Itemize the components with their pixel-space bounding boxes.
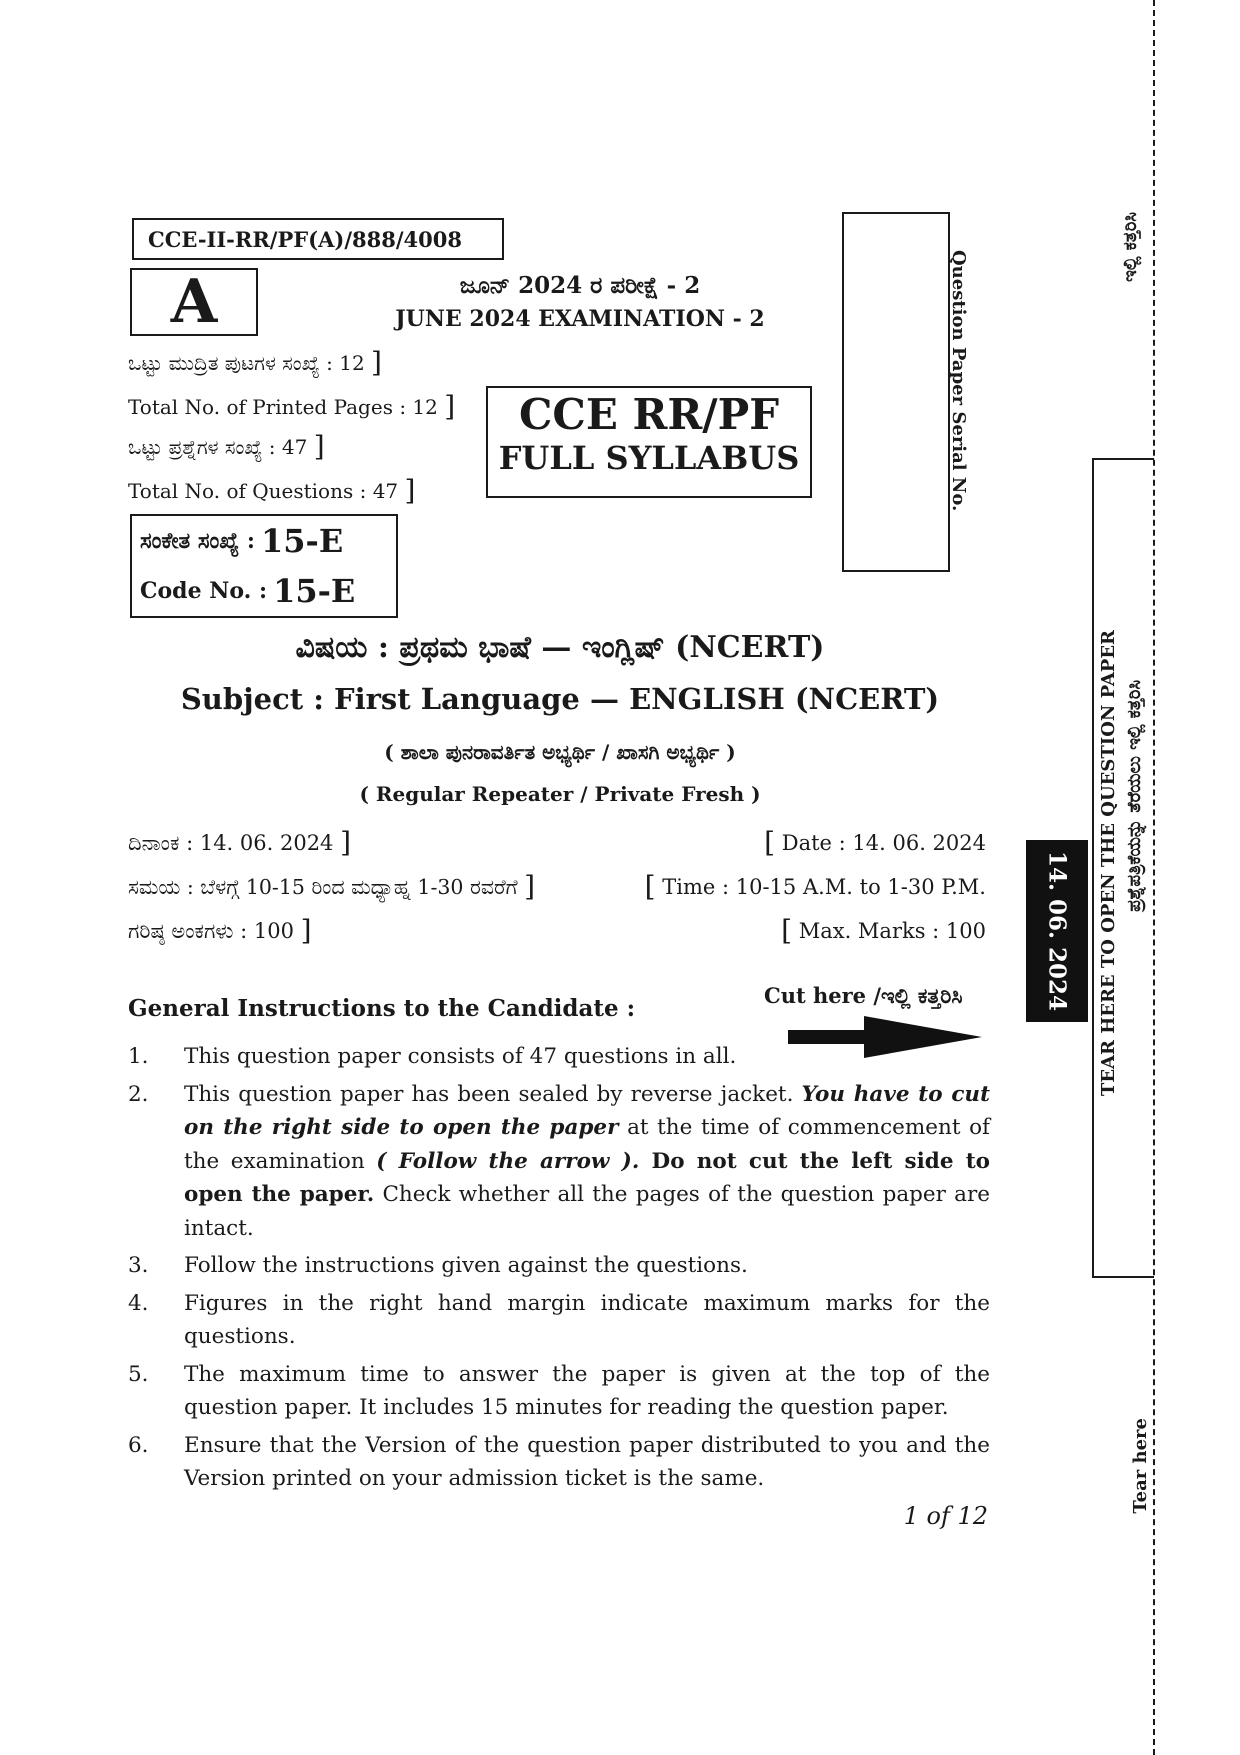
questions-count-kannada: ಒಟ್ಟು ಪ್ರಶ್ನೆಗಳ ಸಂಖ್ಯೆ : 47 ] xyxy=(128,430,325,463)
paper-code-box xyxy=(132,218,504,260)
instruction-item: 3. Follow the instructions given against the questions. xyxy=(128,1253,748,1278)
code-row-kannada: ಸಂಕೇತ ಸಂಖ್ಯೆ : 15-E xyxy=(140,522,344,560)
exam-title-kannada: ಜೂನ್ 2024 ರ ಪರೀಕ್ಷೆ - 2 xyxy=(459,272,701,299)
date-strip xyxy=(1026,840,1088,1022)
full-syllabus-label: FULL SYLLABUS xyxy=(498,439,800,477)
instruction-item: 2. This question paper has been sealed by reverse jacket. You have to cut on the right side to open the paper at the time of commencement of the examination ( Follow the arrow ). Do not cut the left side to open the paper. Check whether all the pages of the question paper are intact. xyxy=(128,1081,991,1241)
max-marks-kannada: ಗರಿಷ್ಠ ಅಂಕಗಳು : 100 ] xyxy=(128,914,312,947)
instruction-item: 5. The maximum time to answer the paper is given at the top of the question paper. It includes 15 minutes for reading the question paper. xyxy=(128,1361,990,1420)
serial-number-label: Question Paper Serial No. xyxy=(948,250,969,512)
instructions-heading: General Instructions to the Candidate : xyxy=(128,995,636,1022)
instruction-item: 4. Figures in the right hand margin indicate maximum marks for the questions. xyxy=(128,1290,990,1349)
cce-title: CCE RR/PF xyxy=(518,390,780,439)
version-box xyxy=(130,268,258,336)
cut-here-kannada-top: ಇಲ್ಲಿ ಕತ್ತರಿಸಿ xyxy=(1120,212,1141,282)
version-letter: A xyxy=(170,267,218,337)
paper-code: CCE-II-RR/PF(A)/888/4008 xyxy=(148,226,462,252)
instruction-item: 6. Ensure that the Version of the question paper distributed to you and the Version printed on your admission ticket is the same. xyxy=(128,1432,990,1491)
date-kannada: ದಿನಾಂಕ : 14. 06. 2024 ] xyxy=(128,826,352,859)
exam-title-english: JUNE 2024 EXAMINATION - 2 xyxy=(395,306,765,332)
time-kannada: ಸಮಯ : ಬೆಳಗ್ಗೆ 10-15 ರಿಂದ ಮಧ್ಯಾಹ್ನ 1-30 ರವರೆಗೆ ] xyxy=(128,870,536,903)
subject-kannada: ವಿಷಯ : ಪ್ರಥಮ ಭಾಷೆ — ಇಂಗ್ಲಿಷ್ (NCERT) xyxy=(295,630,825,665)
date-english: [ Date : 14. 06. 2024 xyxy=(764,826,986,859)
code-number-box xyxy=(130,514,398,618)
cut-here-label: Cut here /ಇಲ್ಲಿ ಕತ್ತರಿಸಿ xyxy=(764,983,963,1008)
tear-here-instruction-kannada: ಪ್ರಶ್ನೆಪತ್ರಿಕೆಯನ್ನು ತೆರೆಯಲು ಇಲ್ಲಿ ಕತ್ತರಿಸಿ xyxy=(1124,680,1145,912)
time-english: [ Time : 10-15 A.M. to 1-30 P.M. xyxy=(644,870,986,903)
tear-here-label: Tear here xyxy=(1130,1418,1151,1514)
tear-here-instruction-english: TEAR HERE TO OPEN THE QUESTION PAPER xyxy=(1098,630,1119,1097)
subject-english: Subject : First Language — ENGLISH (NCERT) xyxy=(180,682,940,716)
instructions-list xyxy=(128,1040,990,1500)
cce-syllabus-box xyxy=(486,386,812,498)
date-strip-text: 14. 06. 2024 xyxy=(1043,850,1071,1012)
instruction-item: 1. This question paper consists of 47 questions in all. xyxy=(128,1044,737,1069)
page-number: 1 of 12 xyxy=(903,1502,988,1530)
printed-pages-english: Total No. of Printed Pages : 12 ] xyxy=(128,390,456,423)
candidate-type-kannada: ( ಶಾಲಾ ಪುನರಾವರ್ತಿತ ಅಭ್ಯರ್ಥಿ / ಖಾಸಗಿ ಅಭ್ಯರ್ಥಿ ) xyxy=(384,740,736,764)
serial-number-box xyxy=(842,212,950,572)
code-row-english: Code No. : 15-E xyxy=(140,572,356,610)
printed-pages-kannada: ಒಟ್ಟು ಮುದ್ರಿತ ಪುಟಗಳ ಸಂಖ್ಯೆ : 12 ] xyxy=(128,346,382,379)
questions-count-english: Total No. of Questions : 47 ] xyxy=(128,474,416,507)
max-marks-english: [ Max. Marks : 100 xyxy=(781,914,986,947)
candidate-type-english: ( Regular Repeater / Private Fresh ) xyxy=(359,782,761,806)
